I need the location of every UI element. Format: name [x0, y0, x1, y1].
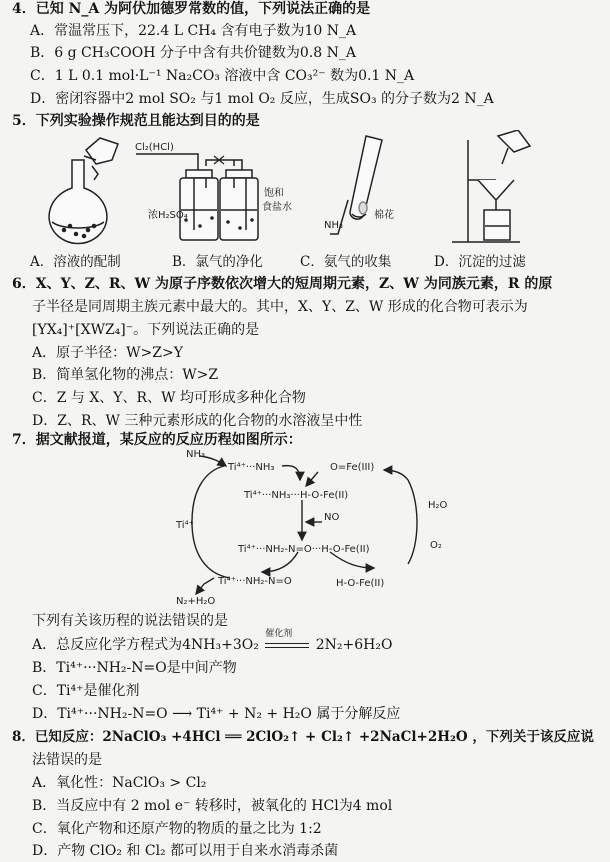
gas-washing-bottles-icon [136, 154, 258, 240]
q6-option-c: C．Z 与 X、Y、R、W 均可形成多种化合物 [32, 390, 306, 406]
q6-stem-line3: [YX₄]⁺[XWZ₄]⁻。下列说法正确的是 [32, 322, 260, 338]
q6-option-b: B．简单氢化物的沸点：W>Z [32, 367, 219, 383]
label-conc-h2so4: 浓H₂SO₄ [148, 210, 188, 221]
q6-option-a: A．原子半径：W>Z>Y [32, 345, 183, 361]
q4-option-d: D．密闭容器中2 mol SO₂ 与1 mol O₂ 反应，生成SO₃ 的分子数为2 N_A [30, 91, 494, 107]
label-cl2-hcl: Cl₂(HCl) [135, 142, 174, 153]
q5-apparatus-figure [0, 130, 610, 250]
q6-stem-line1: 6．X、Y、Z、R、W 为原子序数依次增大的短周期元素，Z、W 为同族元素，R 的原 [12, 276, 553, 292]
label-brine: 食盐水 [262, 202, 292, 213]
dg-h2o: H₂O [428, 500, 448, 511]
q5-option-d: D．沉淀的过滤 [434, 254, 526, 270]
q4-stem: 4．已知 N_A 为阿伏加德罗常数的值，下列说法正确的是 [12, 1, 371, 17]
q7-option-b: B．Ti⁴⁺···NH₂-N=O是中间产物 [32, 660, 237, 676]
q8-option-c: C．氧化产物和还原产物的物质的量之比为 1:2 [32, 821, 322, 837]
q4-option-a: A．常温常压下，22.4 L CH₄ 含有电子数为10 N_A [30, 23, 357, 39]
dg-ti-nh3: Ti⁴⁺···NH₃ [228, 462, 275, 473]
dg-n2-h2o: N₂+H₂O [176, 596, 216, 607]
dg-ti-nh2no-hofe: Ti⁴⁺···NH₂-N=O···H-O-Fe(II) [238, 544, 370, 555]
q8-stem-line1: 8．已知反应：2NaClO₃ +4HCl ══ 2ClO₂↑ + Cl₂↑ +2NaCl+2H₂O ，下列关于该反应说 [12, 729, 594, 745]
q5-option-a: A．溶液的配制 [30, 254, 121, 270]
q5-stem: 5．下列实验操作规范且能达到目的的是 [12, 113, 260, 129]
label-saturated: 饱和 [264, 188, 284, 199]
filtration-stand-icon [452, 130, 530, 242]
q6-option-d: D．Z、R、W 三种元素形成的化合物的水溶液呈中性 [32, 413, 363, 429]
catalyst-label: 催化剂 [265, 629, 293, 639]
q7-option-a [32, 629, 393, 654]
q4-option-b: B．6 g CH₃COOH 分子中含有共价键数为0.8 N_A [30, 45, 356, 61]
dg-hofe: H-O-Fe(II) [336, 578, 385, 589]
q5-option-c: C．氨气的收集 [300, 254, 392, 270]
q8-option-b: B．当反应中有 2 mol e⁻ 转移时，被氧化的 HCl为4 mol [32, 798, 393, 814]
dg-o-fe3: O=Fe(III) [330, 462, 375, 473]
q8-option-d: D．产物 ClO₂ 和 Cl₂ 都可以用于自来水消毒杀菌 [32, 843, 339, 859]
dg-ti-nh2no: Ti⁴⁺···NH₂-N=O [218, 576, 292, 587]
equals-line-icon [265, 643, 309, 648]
label-cotton: 棉花 [374, 210, 394, 221]
q5-option-b: B．氯气的净化 [172, 254, 263, 270]
dg-no: NO [324, 512, 340, 523]
q7-option-c: C．Ti⁴⁺是催化剂 [32, 683, 140, 699]
q7-stem: 7．据文献报道，某反应的反应历程如图所示： [12, 432, 302, 448]
q7-option-a-rhs: 2N₂+6H₂O [315, 637, 393, 653]
dg-ti: Ti⁴⁺ [176, 520, 194, 531]
q7-reaction-cycle-diagram [0, 448, 610, 608]
q8-option-a: A．氧化性：NaClO₃ > Cl₂ [32, 775, 207, 791]
q8-stem-line2: 法错误的是 [32, 752, 102, 768]
q7-option-a-lhs: A．总反应化学方程式为4NH₃+3O₂ [32, 637, 259, 653]
label-nh3: NH₃ [324, 220, 344, 231]
dg-ti-nh3-hofe: Ti⁴⁺···NH₃···H-O-Fe(II) [244, 490, 349, 501]
dg-o2: O₂ [430, 540, 442, 551]
q4-option-c: C．1 L 0.1 mol·L⁻¹ Na₂CO₃ 溶液中含 CO₃²⁻ 数为0.1 N_A [30, 68, 415, 84]
volumetric-flask-icon [49, 138, 118, 244]
q7-ask: 下列有关该历程的说法错误的是 [32, 613, 228, 629]
dg-nh3: NH₃ [186, 449, 206, 460]
catalyst-condition [263, 629, 311, 652]
q6-stem-line2: 子半径是同周期主族元素中最大的。其中，X、Y、Z、W 形成的化合物可表示为 [32, 299, 528, 315]
q7-option-d: D．Ti⁴⁺···NH₂-N=O ⟶ Ti⁴⁺ + N₂ + H₂O 属于分解反应 [32, 706, 401, 722]
